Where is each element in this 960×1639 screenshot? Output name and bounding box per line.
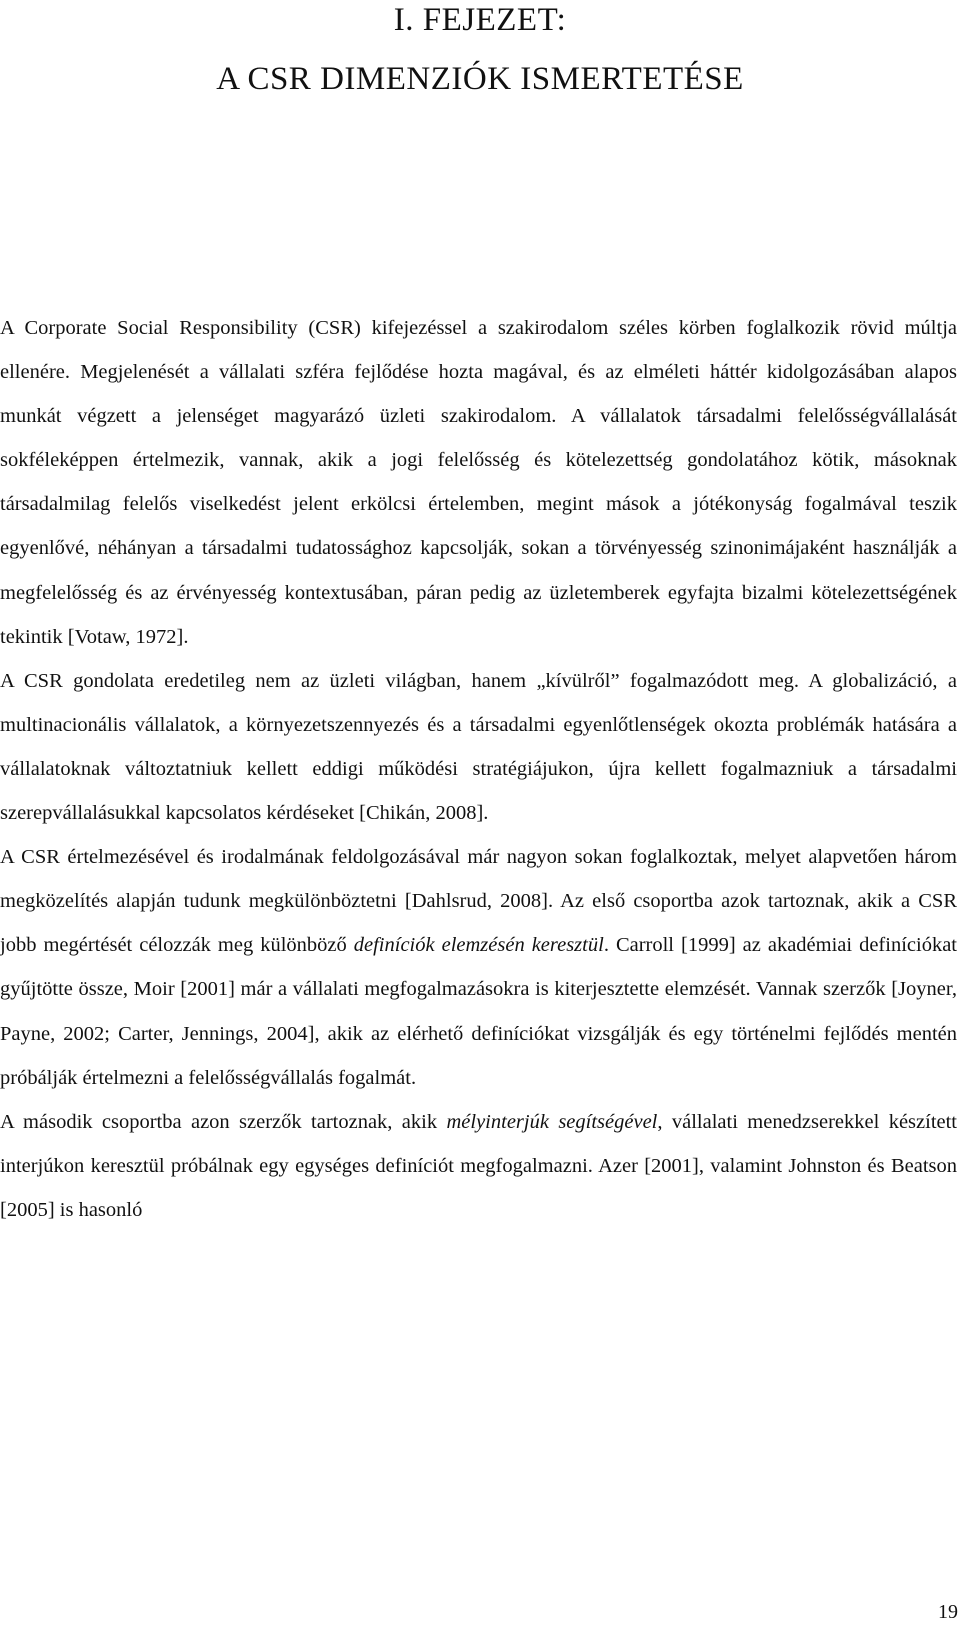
paragraph-4-italic: mélyinterjúk segítségével	[446, 1110, 658, 1133]
paragraph-3-italic: definíciók elemzésén keresztül	[353, 934, 604, 957]
page-number: 19	[938, 1601, 958, 1623]
paragraph-3-text-a: A CSR értelmezésével és irodalmának feldolgozásával már nagyon sokan foglalkoztak, melyet alapvetően három megközelítés alapján tudunk megkülönböztetni [Dahlsrud, 2008]. Az első csoportba azok tartoznak, akik a CSR jobb megértését célozzák meg különböző	[0, 846, 957, 957]
paragraph-2: A CSR gondolata eredetileg nem az üzleti világban, hanem „kívülről” fogalmazódott meg. A globalizáció, a multinacionális vállalatok, a környezetszennyezés és a társadalmi egyenlőtlenségek okozta problémák hatására a vállalatoknak változtatniuk kellett eddigi működési stratégiájukon, újra kellett fogalmazniuk a társadalmi szerepvállalásukkal kapcsolatos kérdéseket [Chikán, 2008].	[0, 669, 957, 825]
chapter-title-heading: A CSR DIMENZIÓK ISMERTETÉSE	[216, 61, 744, 97]
paragraph-4-text-a: A második csoportba azon szerzők tartoznak, akik	[0, 1110, 447, 1133]
body-text	[0, 306, 957, 1232]
paragraph-3	[0, 835, 957, 1100]
paragraph-1: A Corporate Social Responsibility (CSR) kifejezéssel a szakirodalom széles körben foglalkozik rövid múltja ellenére. Megjelenését a vállalati szféra fejlődése hozta magával, és az elméleti háttér kidolgozásában alapos munkát végzett a jelenséget magyarázó üzleti szakirodalom. A vállalatok társadalmi felelősségvállalását sokféleképpen értelmezik, vannak, akik a jogi felelősség és kötelezettség gondolatához kötik, másoknak társadalmilag felelős viselkedést jelent erkölcsi értelemben, megint mások a jótékonyság fogalmával teszik egyenlővé, néhányan a társadalmi tudatossághoz kapcsolják, sokan a törvényesség szinonimájaként használják a megfelelősség és az érvényesség kontextusában, páran pedig az üzletemberek egyfajta bizalmi kötelezettségének tekintik [Votaw, 1972].	[0, 317, 957, 648]
chapter-number-heading: I. FEJEZET:	[393, 2, 567, 38]
paragraph-4-text-b: , vállalati menedzserekkel készített interjúkon keresztül próbálnak egy egységes definíciót megfogalmazni. Azer [2001], valamint Johnston és Beatson [2005] is hasonló	[0, 1110, 958, 1221]
paragraph-4	[0, 1100, 957, 1232]
paragraph-3-text-b: . Carroll [1999] az akadémiai definíciókat gyűjtötte össze, Moir [2001] már a vállalati megfogalmazásokra is kiterjesztette elemzését. Vannak szerzők [Joyner, Payne, 2002; Carter, Jennings, 2004], akik az elérhető definíciókat vizsgálják és egy történelmi fejlődés mentén próbálják értelmezni a felelősségvállalás fogalmát.	[0, 934, 957, 1089]
